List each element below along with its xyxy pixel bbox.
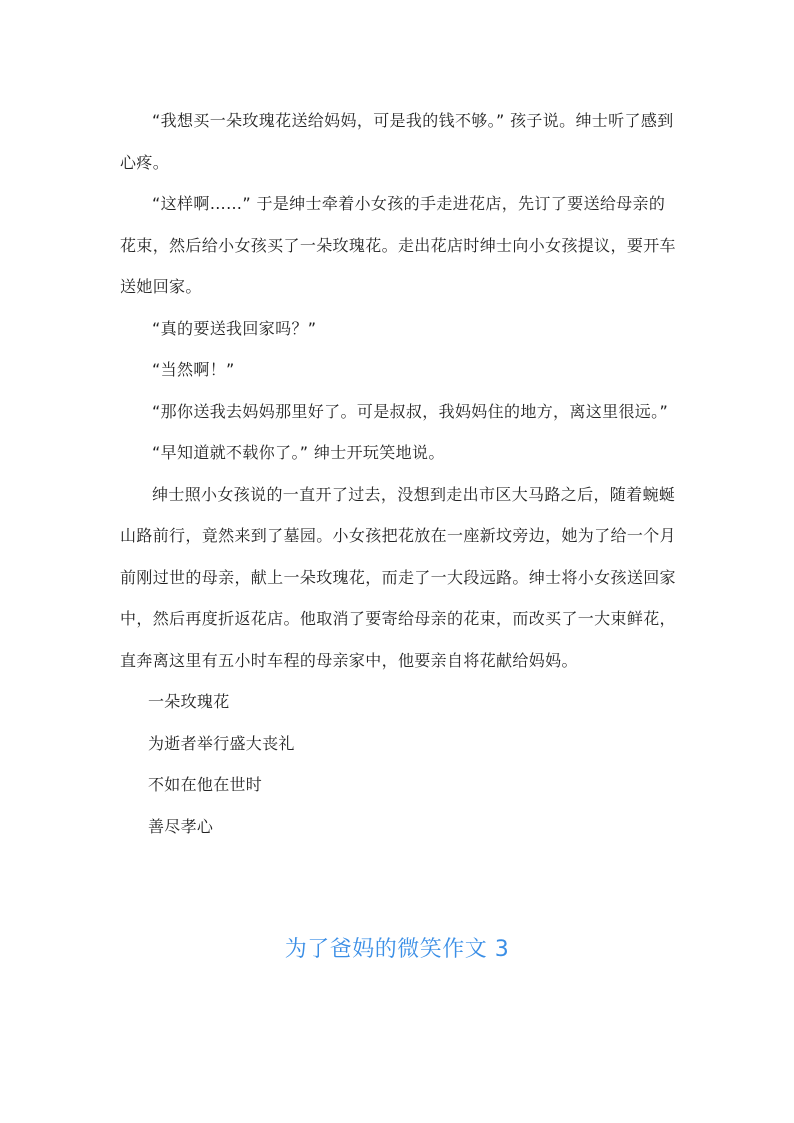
paragraph: “我想买一朵玫瑰花送给妈妈，可是我的钱不够。” 孩子说。绅士听了感到心疼。 <box>120 111 674 172</box>
paragraph: “这样啊……” 于是绅士牵着小女孩的手走进花店，先订了要送给母亲的花束，然后给小女孩买了一朵玫瑰花。走出花店时绅士向小女孩提议，要开车送她回家。 <box>120 194 676 296</box>
paragraph: “真的要送我回家吗？” <box>152 318 317 338</box>
paragraph: “当然啊！” <box>152 360 235 379</box>
poem-line: 不如在他在世时 <box>148 775 263 794</box>
paragraph: “早知道就不载你了。” 绅士开玩笑地说。 <box>152 443 445 462</box>
section-title: 为了爸妈的微笑作文 3 <box>284 937 510 962</box>
poem-line: 为逝者举行盛大丧礼 <box>148 733 295 753</box>
poem-line: 一朵玫瑰花 <box>148 692 230 711</box>
poem-block <box>120 681 676 847</box>
article-body <box>120 100 676 847</box>
paragraph: 绅士照小女孩说的一直开了过去，没想到走出市区大马路之后，随着蜿蜒山路前行，竟然来到了墓园。小女孩把花放在一座新坟旁边，她为了给一个月前刚过世的母亲，献上一朵玫瑰花，而走了一大段远路。绅士将小女孩送回家中，然后再度折返花店。他取消了要寄给母亲的花束，而改买了一大束鲜花，直奔离这里有五小时车程的母亲家中，他要亲自将花献给妈妈。 <box>120 484 676 670</box>
paragraph: “那你送我去妈妈那里好了。可是叔叔，我妈妈住的地方，离这里很远。” <box>152 401 669 421</box>
poem-line: 善尽孝心 <box>148 816 214 836</box>
